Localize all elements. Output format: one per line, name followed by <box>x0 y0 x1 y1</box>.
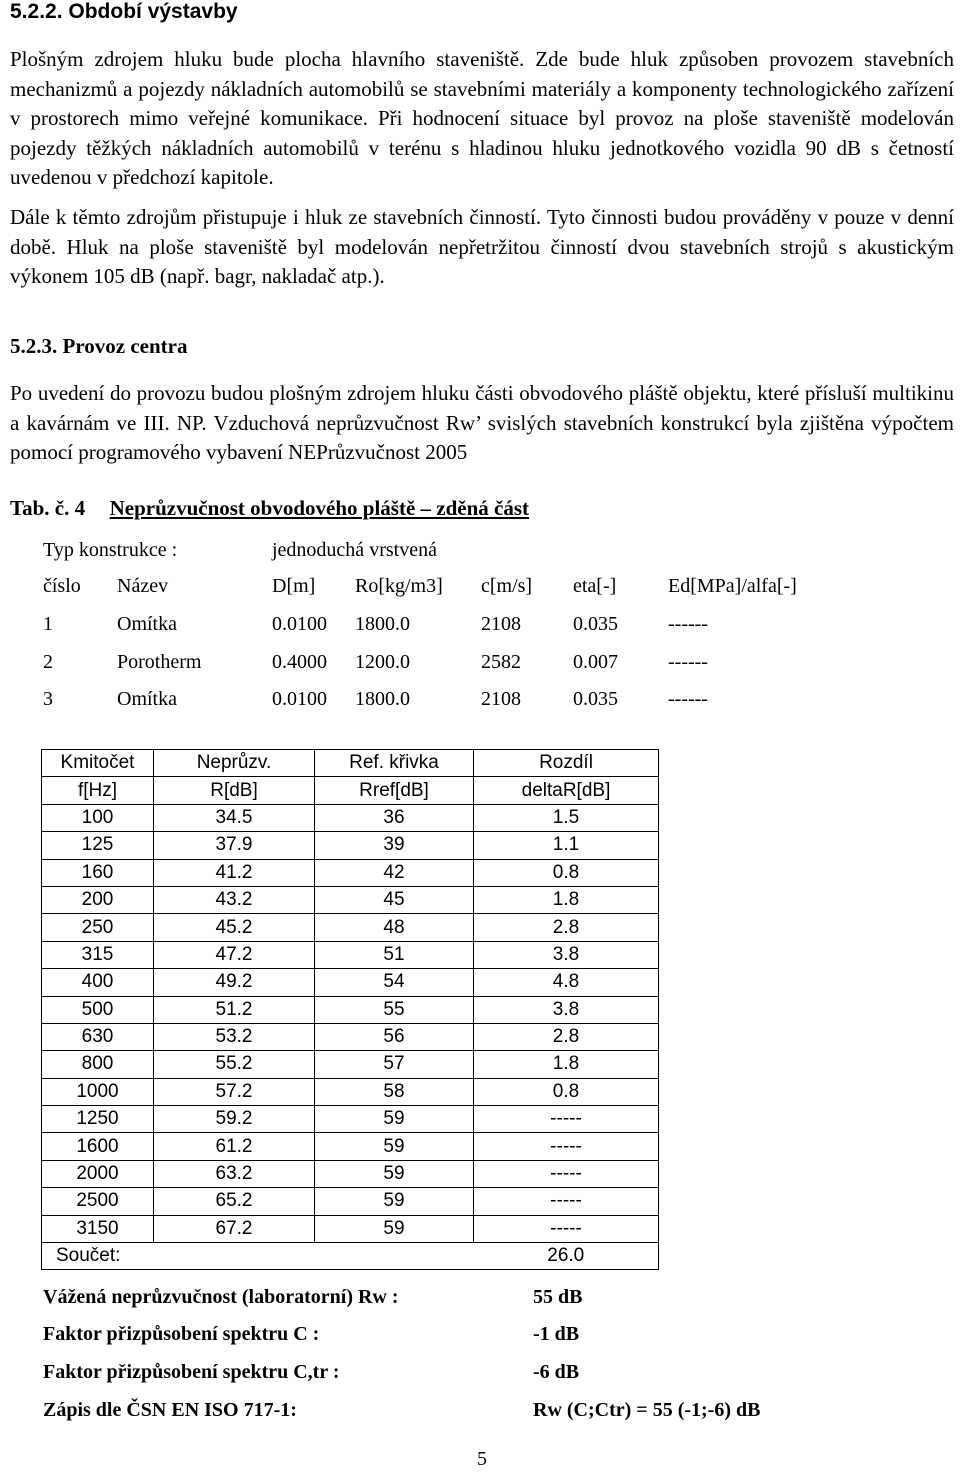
freq-cell: 0.8 <box>474 1078 659 1105</box>
freq-table-row <box>42 969 659 996</box>
layer-table-header <box>0 575 960 599</box>
cell-sound-speed: 2582 <box>481 651 521 673</box>
cell-thickness: 0.0100 <box>272 688 327 710</box>
freq-cell: 0.8 <box>474 859 659 886</box>
freq-cell: 55.2 <box>154 1051 315 1078</box>
freq-cell: 34.5 <box>154 804 315 831</box>
table-4-number: Tab. č. 4 <box>10 496 86 520</box>
freq-cell: 42 <box>315 859 474 886</box>
header-modulus: Ed[MPa]/alfa[-] <box>668 575 797 597</box>
evaluation-label: Faktor přizpůsobení spektru C,tr : <box>43 1361 340 1383</box>
freq-table-row <box>42 1051 659 1078</box>
cell-number: 2 <box>43 651 53 673</box>
freq-table-row <box>42 1188 659 1215</box>
cell-density: 1200.0 <box>355 651 410 673</box>
page-number: 5 <box>477 1448 487 1470</box>
evaluation-value: Rw (C;Ctr) = 55 (-1;-6) dB <box>533 1399 761 1421</box>
freq-cell: 630 <box>42 1023 154 1050</box>
cell-thickness: 0.0100 <box>272 613 327 635</box>
cell-number: 1 <box>43 613 53 635</box>
freq-cell: 45 <box>315 886 474 913</box>
cell-modulus: ------ <box>668 613 708 635</box>
cell-density: 1800.0 <box>355 688 410 710</box>
freq-cell: 3150 <box>42 1215 154 1242</box>
freq-cell: 1000 <box>42 1078 154 1105</box>
cell-loss-factor: 0.035 <box>573 613 618 635</box>
cell-name: Omítka <box>117 613 177 635</box>
freq-cell: 43.2 <box>154 886 315 913</box>
header-loss-factor: eta[-] <box>573 575 617 597</box>
freq-cell: R[dB] <box>154 777 315 804</box>
freq-table-row <box>42 1078 659 1105</box>
sum-label: Součet: <box>42 1243 474 1270</box>
freq-table-row <box>42 1133 659 1160</box>
freq-table-header <box>42 750 659 777</box>
section-523-paragraph: Po uvedení do provozu budou plošným zdrojem hluku části obvodového pláště objektu, které přísluší multikinu a kavárnám ve III. NP. Vzduchová neprůzvučnost Rw’ svislých stavebních konstrukcí byla zjištěna výpočtem pomocí programového vybavení NEPrůzvučnost 2005 <box>10 381 954 464</box>
section-522-paragraph-1: Plošným zdrojem hluku bude plocha hlavního staveniště. Zde bude hluk způsoben provozem stavebních mechanizmů a pojezdy nákladních automobilů se stavebními materiály a komponenty technologického zařízení v prostorech mimo veřejné komunikace. Při hodnocení situace byl provoz na ploše staveniště modelován pojezdy těžkých nákladních automobilů v terénu s hladinou hluku jednotkového vozidla 90 dB s četností uvedenou v předchozí kapitole. <box>10 47 954 189</box>
construction-type-value: jednoduchá vrstvená <box>272 539 437 561</box>
evaluation-label: Zápis dle ČSN EN ISO 717-1: <box>43 1399 297 1421</box>
freq-cell: deltaR[dB] <box>474 777 659 804</box>
freq-table-row <box>42 996 659 1023</box>
freq-cell: 53.2 <box>154 1023 315 1050</box>
header-thickness: D[m] <box>272 575 316 597</box>
cell-sound-speed: 2108 <box>481 688 521 710</box>
header-sound-speed: c[m/s] <box>481 575 533 597</box>
cell-loss-factor: 0.035 <box>573 688 618 710</box>
cell-modulus: ------ <box>668 688 708 710</box>
section-522-heading: 5.2.2. Období výstavby <box>10 0 238 23</box>
freq-cell: 63.2 <box>154 1160 315 1187</box>
section-522-paragraph-2: Dále k těmto zdrojům přistupuje i hluk ze stavebních činností. Tyto činnosti budou prováděny v pouze v denní době. Hluk na ploše staveniště byl modelován nepřetržitou činností dvou stavebních strojů s akustickým výkonem 105 dB (např. bagr, nakladač atp.). <box>10 205 954 288</box>
freq-table-row <box>42 914 659 941</box>
freq-cell: 59 <box>315 1215 474 1242</box>
freq-cell: ----- <box>474 1215 659 1242</box>
freq-cell: 125 <box>42 832 154 859</box>
freq-table-row <box>42 1023 659 1050</box>
table-4-title: Neprůzvučnost obvodového pláště – zděná část <box>109 496 530 520</box>
freq-table-row <box>42 859 659 886</box>
freq-cell: 200 <box>42 886 154 913</box>
cell-density: 1800.0 <box>355 613 410 635</box>
freq-cell: 57 <box>315 1051 474 1078</box>
cell-name: Omítka <box>117 688 177 710</box>
freq-cell: 55 <box>315 996 474 1023</box>
layer-table-row <box>0 651 960 675</box>
freq-cell: ----- <box>474 1133 659 1160</box>
freq-cell: 2000 <box>42 1160 154 1187</box>
freq-cell: 56 <box>315 1023 474 1050</box>
freq-cell: 45.2 <box>154 914 315 941</box>
freq-cell: 39 <box>315 832 474 859</box>
freq-cell: 61.2 <box>154 1133 315 1160</box>
freq-cell: 1.8 <box>474 1051 659 1078</box>
freq-table-row <box>42 1106 659 1133</box>
freq-cell: 67.2 <box>154 1215 315 1242</box>
layer-table-row <box>0 688 960 712</box>
freq-cell: 59.2 <box>154 1106 315 1133</box>
freq-cell: 1.5 <box>474 804 659 831</box>
freq-table-row <box>42 1215 659 1242</box>
cell-loss-factor: 0.007 <box>573 651 618 673</box>
freq-cell: 59 <box>315 1133 474 1160</box>
freq-cell: Rozdíl <box>474 750 659 777</box>
freq-cell: Neprůzv. <box>154 750 315 777</box>
freq-cell: 100 <box>42 804 154 831</box>
cell-number: 3 <box>43 688 53 710</box>
freq-cell: 800 <box>42 1051 154 1078</box>
freq-table-sum-row <box>42 1243 659 1270</box>
freq-cell: ----- <box>474 1160 659 1187</box>
freq-cell: 58 <box>315 1078 474 1105</box>
freq-cell: 315 <box>42 941 154 968</box>
freq-cell: 37.9 <box>154 832 315 859</box>
freq-table-row <box>42 832 659 859</box>
freq-cell: 2500 <box>42 1188 154 1215</box>
freq-cell: 59 <box>315 1188 474 1215</box>
construction-type-label: Typ konstrukce : <box>43 539 178 561</box>
freq-cell: 51 <box>315 941 474 968</box>
cell-name: Porotherm <box>117 651 202 673</box>
construction-type-row <box>0 539 960 563</box>
freq-cell: Ref. křivka <box>315 750 474 777</box>
cell-sound-speed: 2108 <box>481 613 521 635</box>
freq-cell: 59 <box>315 1106 474 1133</box>
freq-table-row <box>42 886 659 913</box>
frequency-table <box>41 749 659 1270</box>
evaluation-value: -1 dB <box>533 1323 580 1345</box>
freq-cell: Rref[dB] <box>315 777 474 804</box>
freq-cell: 41.2 <box>154 859 315 886</box>
freq-cell: 47.2 <box>154 941 315 968</box>
layer-table-row <box>0 613 960 637</box>
freq-cell: f[Hz] <box>42 777 154 804</box>
table-4-caption <box>10 496 529 521</box>
freq-cell: 51.2 <box>154 996 315 1023</box>
evaluation-label: Vážená neprůzvučnost (laboratorní) Rw : <box>43 1286 399 1308</box>
freq-table-row <box>42 1160 659 1187</box>
freq-cell: ----- <box>474 1106 659 1133</box>
freq-cell: ----- <box>474 1188 659 1215</box>
freq-cell: 2.8 <box>474 1023 659 1050</box>
freq-cell: 49.2 <box>154 969 315 996</box>
cell-thickness: 0.4000 <box>272 651 327 673</box>
header-number: číslo <box>43 575 81 597</box>
cell-modulus: ------ <box>668 651 708 673</box>
freq-cell: 36 <box>315 804 474 831</box>
freq-cell: 500 <box>42 996 154 1023</box>
section-523-heading: 5.2.3. Provoz centra <box>10 334 188 358</box>
sum-value: 26.0 <box>474 1243 659 1270</box>
header-name: Název <box>117 575 169 597</box>
evaluation-value: 55 dB <box>533 1286 583 1308</box>
freq-cell: 1250 <box>42 1106 154 1133</box>
freq-cell: 250 <box>42 914 154 941</box>
freq-cell: 2.8 <box>474 914 659 941</box>
freq-cell: 59 <box>315 1160 474 1187</box>
freq-table-row <box>42 941 659 968</box>
evaluation-value: -6 dB <box>533 1361 580 1383</box>
freq-cell: 160 <box>42 859 154 886</box>
freq-cell: 4.8 <box>474 969 659 996</box>
freq-cell: 1.1 <box>474 832 659 859</box>
freq-cell: 65.2 <box>154 1188 315 1215</box>
freq-cell: 48 <box>315 914 474 941</box>
freq-table-units-row <box>42 777 659 804</box>
freq-cell: 400 <box>42 969 154 996</box>
freq-table-row <box>42 804 659 831</box>
freq-cell: 1600 <box>42 1133 154 1160</box>
freq-cell: 57.2 <box>154 1078 315 1105</box>
freq-cell: 3.8 <box>474 941 659 968</box>
freq-cell: 54 <box>315 969 474 996</box>
freq-cell: Kmitočet <box>42 750 154 777</box>
freq-cell: 3.8 <box>474 996 659 1023</box>
freq-cell: 1.8 <box>474 886 659 913</box>
header-density: Ro[kg/m3] <box>355 575 443 597</box>
evaluation-label: Faktor přizpůsobení spektru C : <box>43 1323 320 1345</box>
